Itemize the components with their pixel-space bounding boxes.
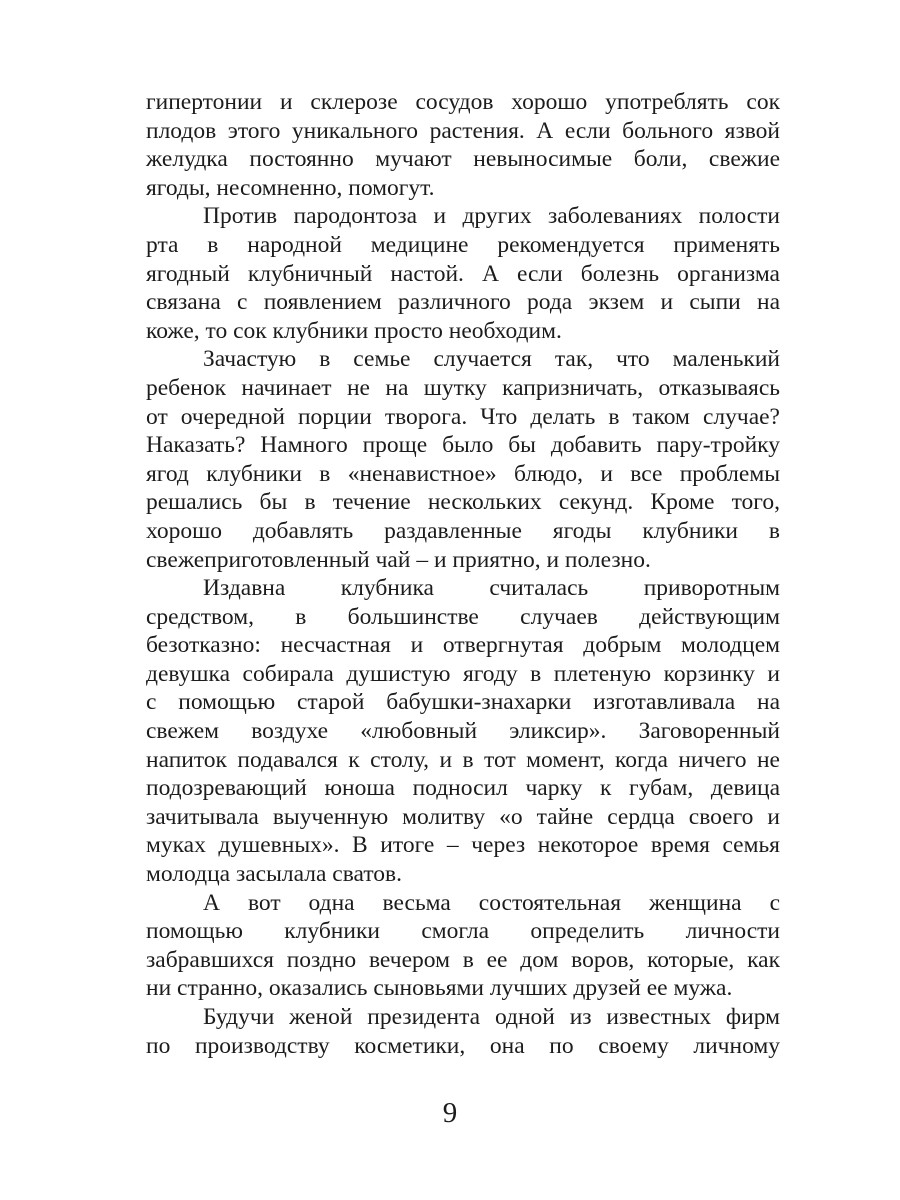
text-line: плодов этого уникального растения. А если больного язвой — [146, 117, 780, 144]
text-line: по производству косметики, она по своему личному — [146, 1032, 780, 1059]
text-line: девушка собирала душистую ягоду в плетеную корзинку и — [146, 660, 780, 687]
text-line: средством, в большинстве случаев действующим — [146, 603, 780, 630]
text-line: решались бы в течение нескольких секунд. Кроме того, — [146, 489, 780, 516]
text-line: зачитывала выученную молитву «о тайне сердца своего и — [146, 803, 780, 830]
text-line: ягод клубники в «ненавистное» блюдо, и все проблемы — [146, 460, 780, 487]
text-line: Наказать? Намного проще было бы добавить пару-тройку — [146, 432, 780, 459]
text-line: хорошо добавлять раздавленные ягоды клубники в — [146, 517, 780, 544]
text-line: муках душевных». В итоге – через некоторое время семья — [146, 832, 780, 859]
text-line: забравшихся поздно вечером в ее дом воров, которые, как — [146, 946, 780, 973]
text-line: ягоды, несомненно, помогут. — [146, 174, 435, 201]
body-text — [146, 88, 780, 1060]
text-line: молодца засылала сватов. — [146, 861, 402, 888]
text-line: желудка постоянно мучают невыносимые боли, свежие — [146, 146, 780, 173]
text-line: с помощью старой бабушки-знахарки изготавливала на — [146, 689, 780, 716]
text-line: ягодный клубничный настой. А если болезнь организма — [146, 260, 780, 287]
paragraph — [146, 1003, 780, 1060]
text-line: гипертонии и склерозе сосудов хорошо употреблять сок — [146, 89, 780, 115]
paragraph — [146, 202, 780, 345]
text-line: рта в народной медицине рекомендуется применять — [146, 231, 780, 258]
paragraph — [146, 574, 780, 889]
paragraph — [146, 88, 780, 202]
text-line: Зачастую в семье случается так, что маленький — [203, 346, 780, 373]
text-line: Против пародонтоза и других заболеваниях полости — [203, 203, 780, 230]
paragraph — [146, 889, 780, 1003]
text-line: безотказно: несчастная и отвергнутая добрым молодцем — [146, 632, 780, 659]
text-line: помощью клубники смогла определить личности — [146, 918, 780, 945]
text-line: свежеприготовленный чай – и приятно, и полезно. — [146, 546, 651, 573]
text-line: Будучи женой президента одной из известных фирм — [203, 1004, 780, 1030]
text-line: Издавна клубника считалась приворотным — [203, 575, 780, 602]
text-line: А вот одна весьма состоятельная женщина с — [203, 889, 780, 916]
page-number: 9 — [442, 1097, 458, 1129]
text-line: свежем воздухе «любовный эликсир». Заговоренный — [146, 718, 780, 745]
paragraph — [146, 345, 780, 574]
text-line: коже, то сок клубники просто необходим. — [146, 317, 562, 344]
text-line: напиток подавался к столу, и в тот момент, когда ничего не — [146, 746, 780, 773]
text-line: связана с появлением различного рода экзем и сыпи на — [146, 289, 780, 316]
text-line: ребенок начинает не на шутку капризничать, отказываясь — [146, 374, 780, 401]
text-line: подозревающий юноша подносил чарку к губам, девица — [146, 775, 780, 802]
text-line: ни странно, оказались сыновьями лучших друзей ее мужа. — [146, 975, 733, 1002]
text-line: от очередной порции творога. Что делать в таком случае? — [146, 403, 780, 430]
